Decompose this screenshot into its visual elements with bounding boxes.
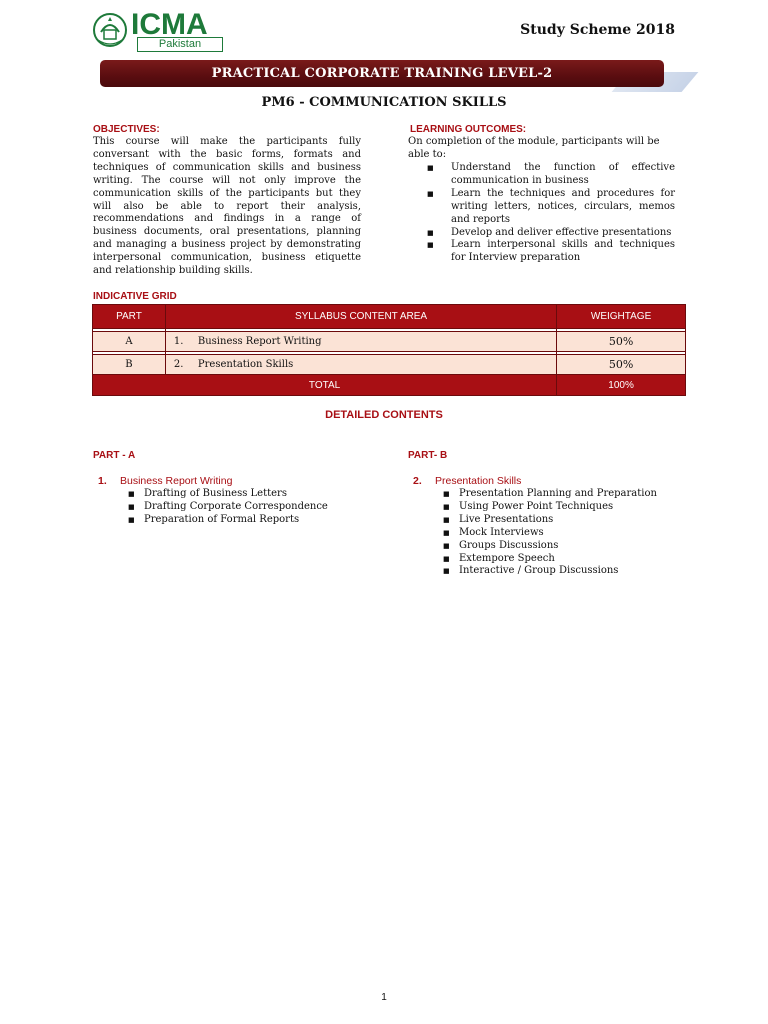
part-a-topic: 1. Business Report Writing: [98, 475, 233, 487]
list-item: ■ Groups Discussions: [443, 539, 559, 551]
bullet-icon: ■: [443, 490, 450, 498]
list-item: ■ Presentation Planning and Preparation: [443, 488, 657, 499]
list-item: ■ Live Presentations: [443, 513, 554, 525]
bullet-icon: ■: [427, 241, 434, 250]
list-item: ■ Drafting Corporate Correspondence: [128, 500, 328, 512]
bullet-icon: ■: [427, 228, 434, 237]
bullet-icon: ■: [443, 541, 450, 550]
level-banner: PRACTICAL CORPORATE TRAINING LEVEL-2: [100, 60, 664, 87]
objectives-text: This course will make the participants fully conversant with the basic forms, formats and techniques of communication skills and business writing. The course will not only improve the communication skills of the participants but they will also be able to report their analysis, recommendations and findings in a range of business documents, oral presentations, planning and managing a business project by demonstrating interpersonal communication, business etiquette and relationship building skills.: [93, 136, 361, 277]
list-item: ■ Using Power Point Techniques: [443, 500, 614, 512]
table-total-row: [93, 375, 686, 396]
list-item: ■ Preparation of Formal Reports: [128, 513, 300, 525]
total-value: 100%: [557, 375, 686, 396]
page-number: 1: [381, 992, 387, 1003]
list-item: ■ Learn the techniques and procedures for writing letters, notices, circulars, memos and reports: [427, 187, 675, 225]
cell-part: A: [93, 332, 166, 352]
learning-outcomes-list: [427, 162, 675, 265]
list-item: ■ Extempore Speech: [443, 552, 555, 564]
icma-emblem-icon: [92, 10, 128, 50]
table-row: [93, 332, 686, 352]
cell-area: 2. Presentation Skills: [165, 355, 556, 375]
module-title: PM6 - COMMUNICATION SKILLS: [261, 95, 507, 110]
bullet-icon: ■: [443, 528, 450, 537]
part-b-list: [443, 488, 703, 578]
bullet-icon: ■: [443, 515, 450, 524]
logo-country: Pakistan: [137, 37, 223, 52]
table-header-row: [93, 305, 686, 329]
bullet-icon: ■: [427, 189, 434, 198]
bullet-icon: ■: [443, 567, 450, 576]
part-b-topic: 2. Presentation Skills: [413, 475, 522, 487]
learning-outcomes-heading: LEARNING OUTCOMES:: [410, 124, 527, 135]
cell-weightage: 50%: [557, 355, 686, 375]
list-item: ■ Mock Interviews: [443, 526, 544, 538]
list-item: ■ Learn interpersonal skills and techniques for Interview preparation: [427, 239, 675, 264]
list-item: ■ Understand the function of effective communication in business: [427, 162, 675, 186]
column-header-weightage: WEIGHTAGE: [557, 305, 686, 329]
bullet-icon: ■: [443, 502, 450, 511]
list-item: ■ Develop and deliver effective presentations: [427, 226, 672, 238]
part-b-heading: PART- B: [408, 450, 448, 461]
indicative-grid-heading: INDICATIVE GRID: [93, 291, 177, 302]
learning-outcomes-intro: On completion of the module, participants will be able to:: [408, 136, 660, 160]
logo-wordmark: ICMA: [131, 8, 208, 41]
bullet-icon: ■: [443, 554, 450, 563]
bullet-icon: ■: [427, 164, 434, 172]
icma-logo: [92, 10, 224, 50]
part-a-heading: PART - A: [93, 450, 136, 461]
cell-part: B: [93, 355, 166, 375]
list-item: ■ Drafting of Business Letters: [128, 488, 287, 499]
column-header-part: PART: [93, 305, 166, 329]
indicative-grid-table: [92, 304, 686, 396]
study-scheme-label: Study Scheme 2018: [520, 22, 675, 38]
column-header-area: SYLLABUS CONTENT AREA: [165, 305, 556, 329]
cell-weightage: 50%: [557, 332, 686, 352]
table-row: [93, 355, 686, 375]
bullet-icon: ■: [128, 515, 135, 524]
objectives-heading: OBJECTIVES:: [93, 124, 160, 135]
detailed-contents-heading: DETAILED CONTENTS: [325, 409, 443, 421]
cell-area: 1. Business Report Writing: [165, 332, 556, 352]
bullet-icon: ■: [128, 490, 135, 498]
bullet-icon: ■: [128, 502, 135, 511]
total-label: TOTAL: [93, 375, 557, 396]
part-a-list: [128, 488, 388, 527]
list-item: ■ Interactive / Group Discussions: [443, 565, 619, 577]
